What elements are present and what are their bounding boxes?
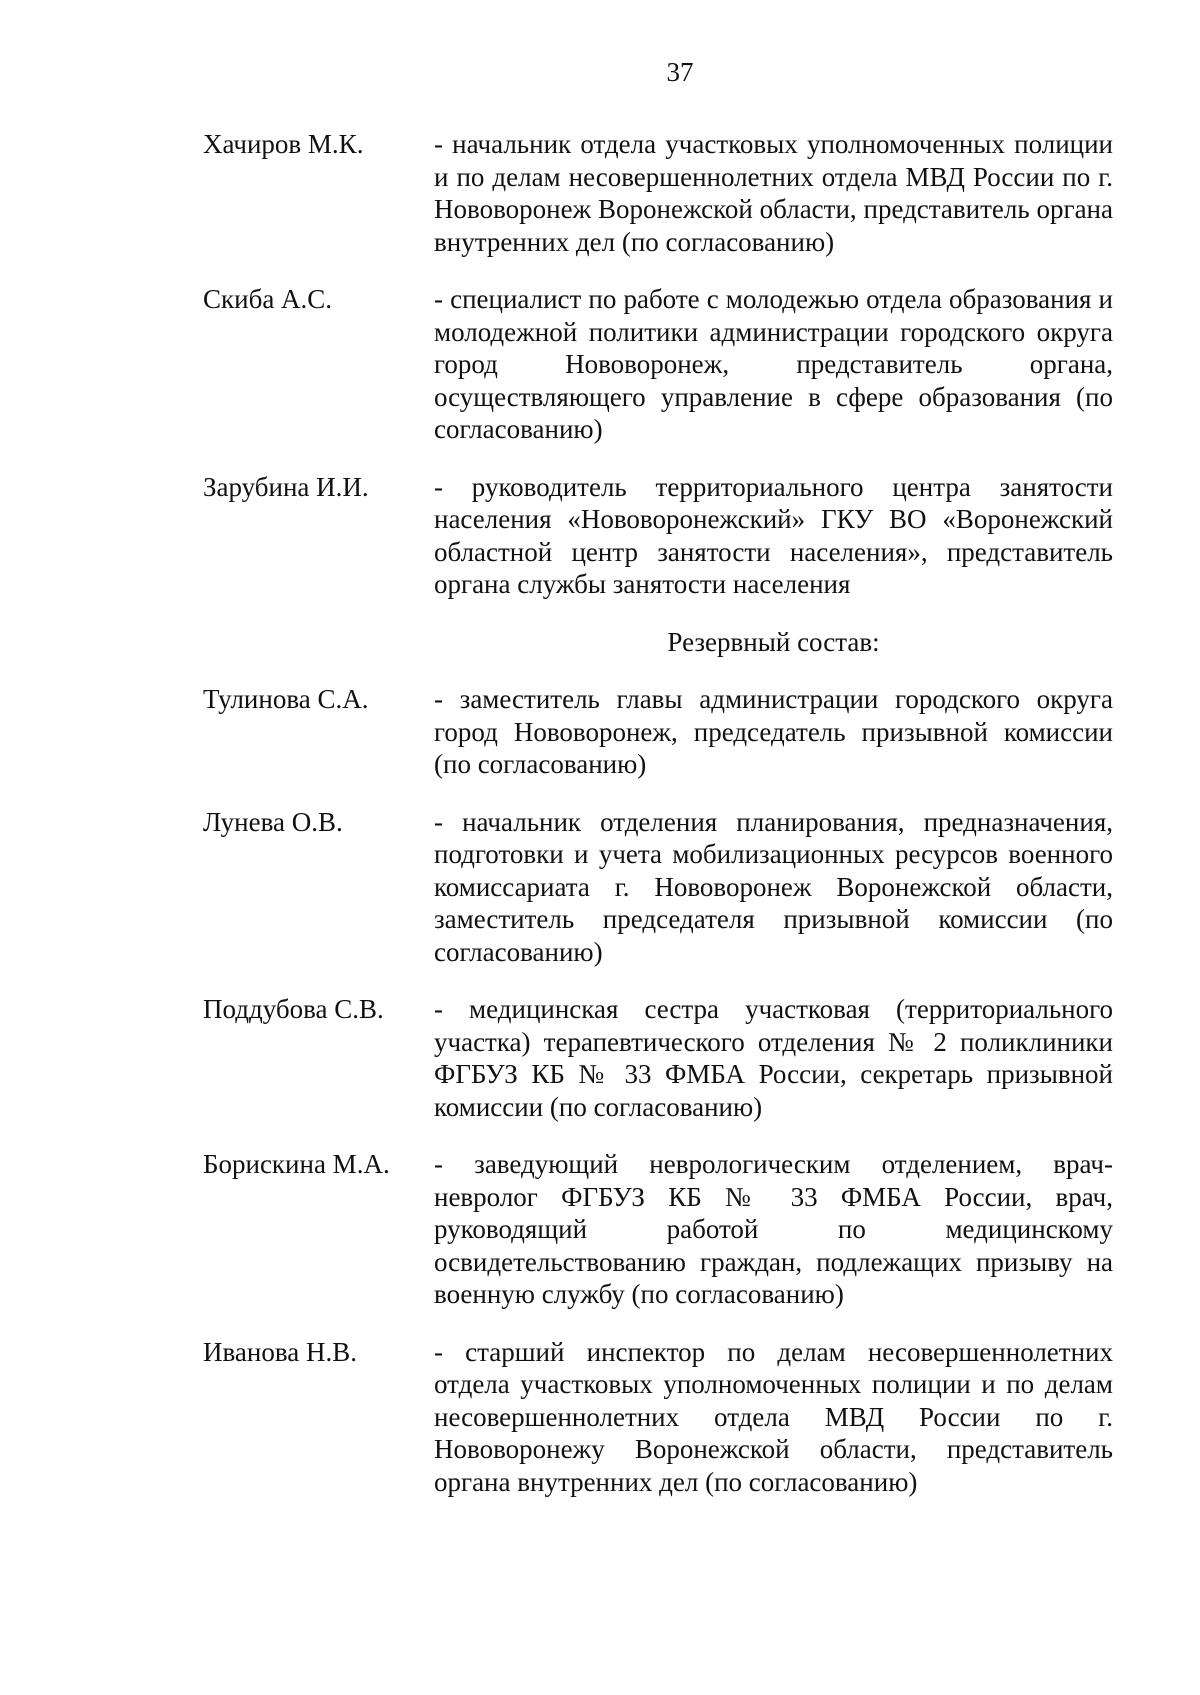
member-role: - руководитель территориального центра занятости населения «Нововоронежский» ГКУ ВО «Воронежский областной центр занятости населения», представитель органа службы занятости населения <box>434 471 1113 599</box>
member-role: - специалист по работе с молодежью отдела образования и молодежной политики администрации городского округа город Нововоронеж, представитель органа, осуществляющего управление в сфере образования (по согласованию) <box>434 284 1113 444</box>
member-role: - старший инспектор по делам несовершеннолетних отдела участковых уполномоченных полиции и по делам несовершеннолетних отдела МВД России по г. Нововоронежу Воронежской области, представитель органа внутренних дел (по согласованию) <box>434 1336 1113 1497</box>
member-entry <box>203 128 1113 258</box>
reserve-section-heading: Резервный состав: <box>667 626 880 657</box>
member-name: Иванова Н.В. <box>203 1336 357 1367</box>
member-role: - начальник отдела участковых уполномоченных полиции и по делам несовершеннолетних отдела МВД России по г. Нововоронеж Воронежской области, представитель органа внутренних дел (по согласованию) <box>434 129 1113 257</box>
member-entry <box>203 993 1113 1123</box>
member-name: Зарубина И.И. <box>203 471 369 502</box>
member-name: Скиба А.С. <box>203 284 333 314</box>
member-entry <box>203 806 1113 969</box>
member-name: Поддубова С.В. <box>203 994 384 1024</box>
member-entry <box>203 683 1113 781</box>
member-entry <box>203 283 1113 446</box>
member-name: Борискина М.А. <box>203 1149 390 1179</box>
member-entry <box>203 1148 1113 1311</box>
member-name: Хачиров М.К. <box>203 129 364 159</box>
commission-member-list <box>203 128 1113 1498</box>
page-number: 37 <box>666 57 694 87</box>
member-entry <box>203 1336 1113 1499</box>
member-role: - заместитель главы администрации городского округа город Нововоронеж, председатель призывной комиссии (по согласованию) <box>434 684 1113 779</box>
member-name: Лунева О.В. <box>203 806 343 837</box>
member-name: Тулинова С.А. <box>203 684 369 714</box>
member-role: - начальник отделения планирования, предназначения, подготовки и учета мобилизационных ресурсов военного комиссариата г. Нововоронеж Воронежской области, заместитель председателя призывной комиссии (по согласованию) <box>434 806 1113 967</box>
member-entry <box>203 471 1113 601</box>
member-role: - заведующий неврологическим отделением, врач-невролог ФГБУЗ КБ № 33 ФМБА России, врач, руководящий работой по медицинскому освидетельствованию граждан, подлежащих призыву на военную службу (по согласованию) <box>434 1149 1113 1309</box>
member-role: - медицинская сестра участковая (территориального участка) терапевтического отделения № 2 поликлиники ФГБУЗ КБ № 33 ФМБА России, секретарь призывной комиссии (по согласованию) <box>434 994 1113 1122</box>
